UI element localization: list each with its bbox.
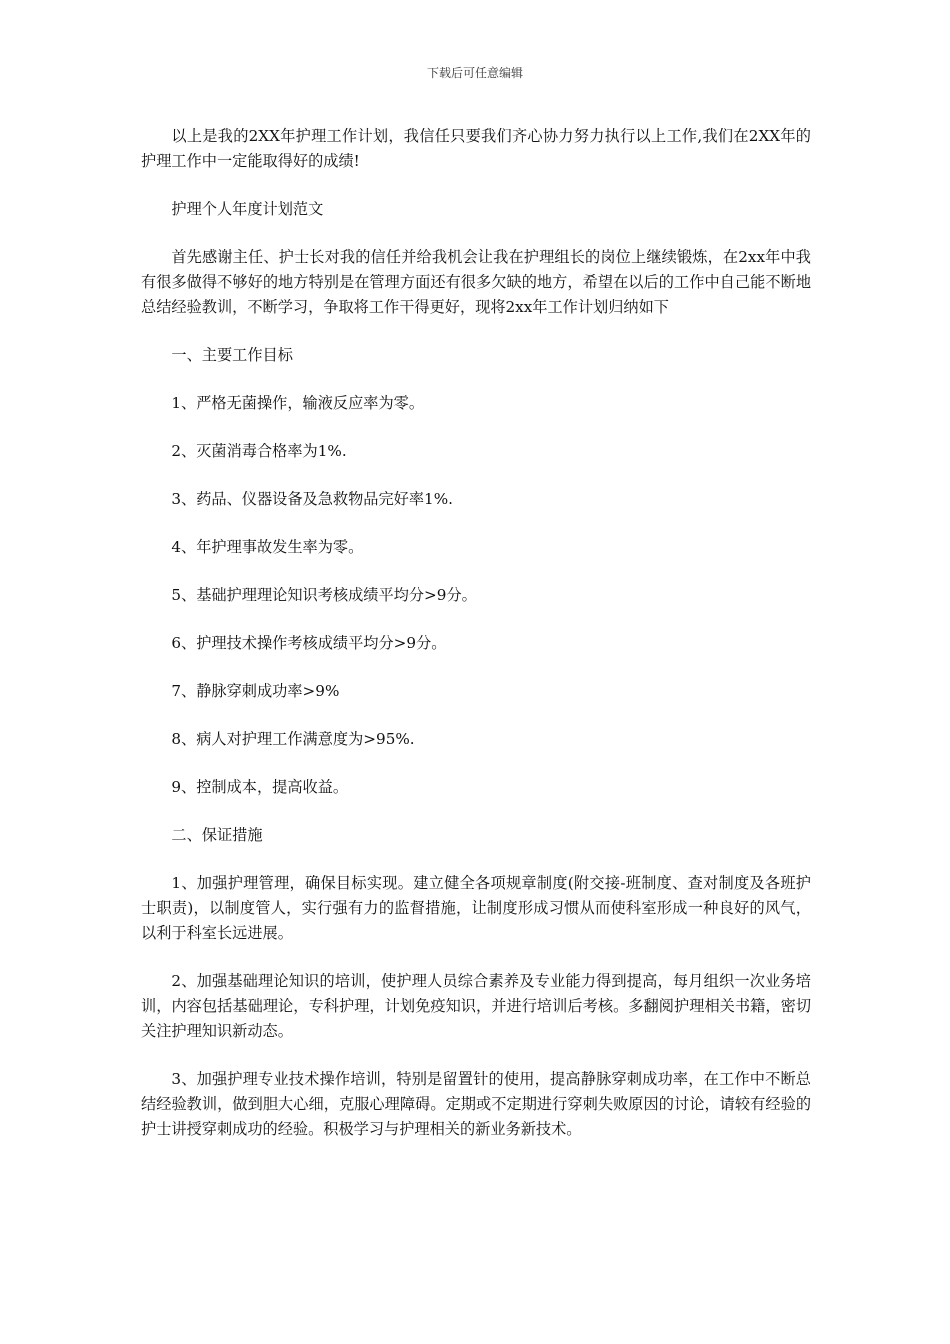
goal-item: 8、病人对护理工作满意度为>95%. <box>171 730 415 748</box>
heading-measures: 二、保证措施 <box>171 826 263 844</box>
intro-paragraph: 首先感谢主任、护士长对我的信任并给我机会让我在护理组长的岗位上继续锻炼，在2xx年中我有很多做得不够好的地方特别是在管理方面还有很多欠缺的地方，希望在以后的工作中自己能不断地总结经验教训，不断学习，争取将工作干得更好，现将2xx年工作计划归纳如下 <box>141 248 811 316</box>
goal-item: 3、药品、仪器设备及急救物品完好率1%. <box>171 490 453 508</box>
heading-goals: 一、主要工作目标 <box>171 346 293 364</box>
page-header: 下载后可任意编辑 <box>426 66 523 80</box>
document-body <box>141 124 811 1165</box>
goal-item: 5、基础护理理论知识考核成绩平均分>9分。 <box>171 586 477 604</box>
closing-paragraph: 以上是我的2XX年护理工作计划，我信任只要我们齐心协力努力执行以上工作,我们在2XX年的护理工作中一定能取得好的成绩! <box>141 127 811 170</box>
goal-item: 9、控制成本，提高收益。 <box>171 778 349 796</box>
goal-item: 1、严格无菌操作，输液反应率为零。 <box>171 394 425 412</box>
section-title: 护理个人年度计划范文 <box>171 200 324 218</box>
goal-item: 7、静脉穿刺成功率>9% <box>171 682 340 700</box>
measure-item: 1、加强护理管理，确保目标实现。建立健全各项规章制度(附交接-班制度、查对制度及各班护士职责)，以制度管人，实行强有力的监督措施，让制度形成习惯从而使科室形成一种良好的风气，以利于科室长远进展。 <box>141 874 811 942</box>
measure-item: 3、加强护理专业技术操作培训，特别是留置针的使用，提高静脉穿刺成功率，在工作中不断总结经验教训，做到胆大心细，克服心理障碍。定期或不定期进行穿刺失败原因的讨论，请较有经验的护士讲授穿刺成功的经验。积极学习与护理相关的新业务新技术。 <box>141 1070 811 1138</box>
goal-item: 6、护理技术操作考核成绩平均分>9分。 <box>171 634 447 652</box>
measure-item: 2、加强基础理论知识的培训，使护理人员综合素养及专业能力得到提高，每月组织一次业务培训，内容包括基础理论，专科护理，计划免疫知识，并进行培训后考核。多翻阅护理相关书籍，密切关注护理知识新动态。 <box>141 972 811 1040</box>
goal-item: 4、年护理事故发生率为零。 <box>171 538 364 556</box>
goal-item: 2、灭菌消毒合格率为1%. <box>171 442 347 460</box>
